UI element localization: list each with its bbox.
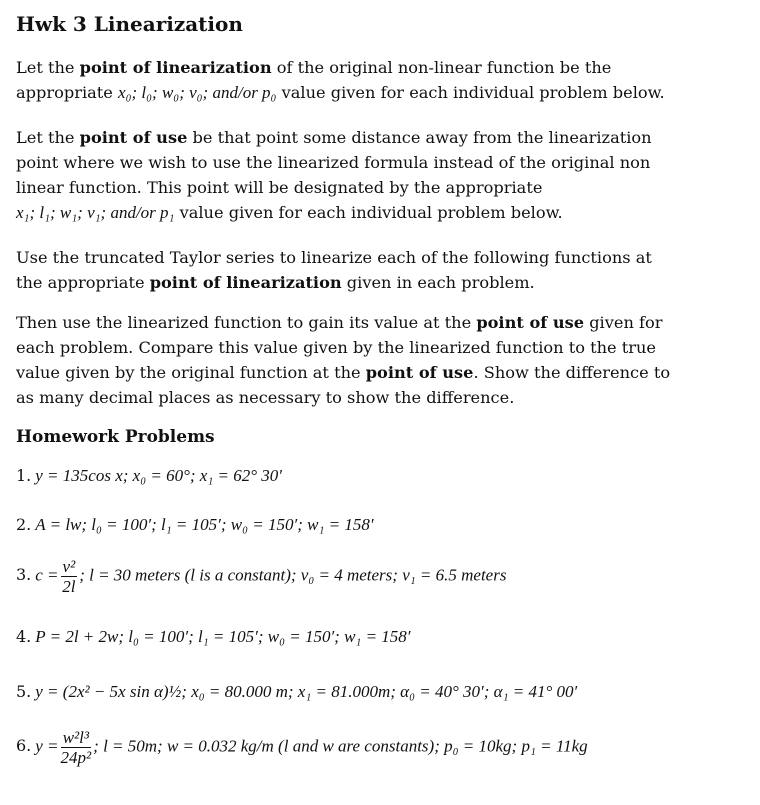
paragraph-point-of-linearization: Let the point of linearization of the original non-linear function be the appropriate x₀; l₀; w₀; v₀; and/or p₀ value given for each individual problem below. [16,58,665,102]
fraction: $\frac{\text{w²l³}}{\text{24p²}}$ [60,728,92,767]
fraction: $\frac{\text{v²}}{2l}$ [62,557,76,596]
problem-5: 5. y = (2x² − 5x sin α)½; x₀ = 80.000 m; x₁ = 81.000m; α₀ = 40° 30′; α₁ = 41° 00′ [16,682,578,701]
paragraph-point-of-use: Let the point of use be that point some distance away from the linearization point where we wish to use the linearized formula instead of the original non linear function. This point will be designated by the appropriate x₁; l₁; w₁; v₁; and/or p₁ value given for each individual problem below. [16,128,652,222]
problem-2: 2. A = lw; l₀ = 100′; l₁ = 105′; w₀ = 150′; w₁ = 158′ [16,515,374,534]
problem-4: 4. P = 2l + 2w; l₀ = 100′; l₁ = 105′; w₀ = 150′; w₁ = 158′ [16,627,411,646]
problem-6: 6. y = $\frac{\text{w²l³}}{\text{24p²}}$ ; l = 50m; w = 0.032 kg/m (l and w are constants); p₀ = 10kg; p₁ = 11kg [16,728,588,767]
paragraph-taylor-series: Use the truncated Taylor series to linearize each of the following functions at the appropriate point of linearization given in each problem. [16,248,652,292]
homework-heading: Homework Problems [16,427,215,447]
problem-1: 1. y = 135cos x; x₀ = 60°; x₁ = 62° 30′ [16,466,282,485]
paragraph-compare: Then use the linearized function to gain its value at the point of use given for each problem. Compare this value given by the linearized function to the true value given by the original function at the point of use. Show the difference to as many decimal places as necessary to show the difference. [16,313,671,407]
problem-3: 3. c = $\frac{\text{v²}}{2l}$ ; l = 30 meters (l is a constant); v₀ = 4 meters; v₁ = 6.5 meters [16,557,507,596]
page-title: Hwk 3 Linearization [16,12,243,36]
